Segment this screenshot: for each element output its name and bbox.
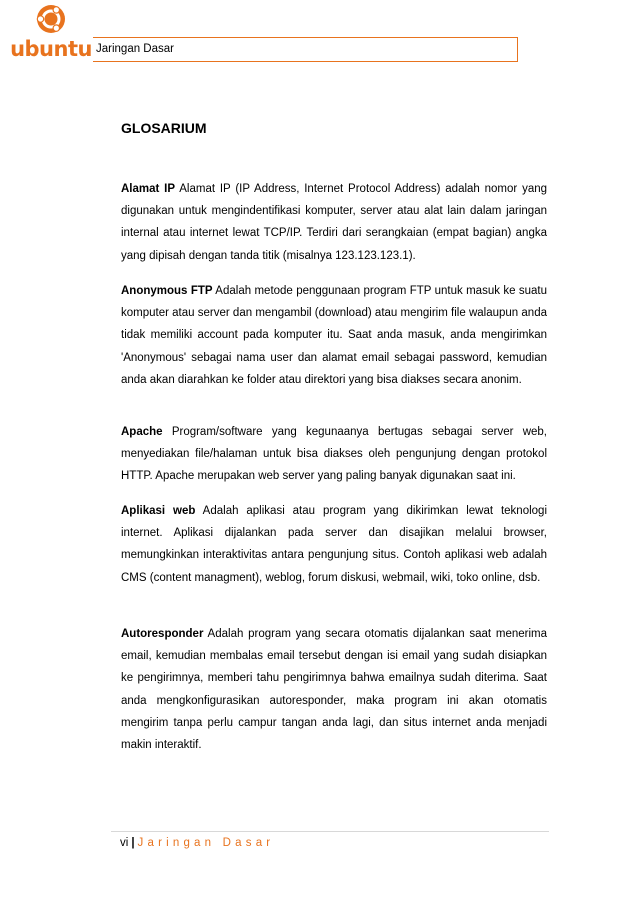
glossary-term: Apache [121,426,163,438]
glossary-definition: Adalah metode penggunaan program FTP untuk masuk ke suatu komputer atau server dan mengambil (download) atau mengirim file walaupun anda tidak memiliki account pada komputer itu. Saat anda masuk, anda mengirimkan 'Anonymous' sebagai nama user dan alamat email sebagai password, kemudian anda akan diarahkan ke folder atau direktori yang bisa diakses secara anonim. [121,285,547,386]
glossary-term: Autoresponder [121,628,204,640]
page-header [93,37,518,62]
glossary-entry [121,178,547,267]
glossary-term: Anonymous FTP [121,285,213,297]
page-number: vi [120,837,129,849]
glossary-term: Aplikasi web [121,505,196,517]
glossary-entry [121,623,547,756]
page-footer [120,837,274,849]
header-title: Jaringan Dasar [96,43,174,55]
glossary-term: Alamat IP [121,183,176,195]
glossary-entry [121,421,547,488]
glossary-definition: Alamat IP (IP Address, Internet Protocol Address) adalah nomor yang digunakan untuk mengindentifikasi komputer, server atau alat lain dalam jaringan internal atau internet lewat TCP/IP. Terdiri dari serangkaian (empat bagian) angka yang dipisah dengan tanda titik (misalnya 123.123.123.1). [121,183,548,262]
glossary-definition: Adalah aplikasi atau program yang dikirimkan lewat teknologi internet. Aplikasi dijalankan pada server dan disajikan melalui browser, memungkinkan interaktivitas antara pengunjung situs. Contoh aplikasi web adalah CMS (content managment), weblog, forum diskusi, webmail, wiki, toko online, dsb. [121,505,547,584]
glossary-entry [121,500,547,589]
glossary-definition: Adalah program yang secara otomatis dijalankan saat menerima email, kemudian membalas email tersebut dengan isi email yang sudah disiapkan ke pengirimnya, memberi tahu pengirimnya bahwa emailnya sudah diterima. Saat anda mengkonfigurasikan autoresponder, maka program ini akan otomatis mengirim tanpa perlu campur tangan anda lagi, dan situs internet anda menjadi makin interaktif. [121,628,547,752]
footer-divider [111,831,549,832]
page-title: GLOSARIUM [121,120,207,136]
glossary-definition: Program/software yang kegunaanya bertugas sebagai server web, menyediakan file/halaman untuk bisa diakses oleh pengunjung dengan protokol HTTP. Apache merupakan web server yang paling banyak digunakan saat ini. [121,426,547,483]
glossary-entry [121,280,547,391]
ubuntu-logo [2,0,98,68]
ubuntu-logo-wordmark: ubuntu [10,37,92,61]
footer-title: Jaringan Dasar [137,837,275,849]
footer-separator: | [131,837,135,849]
